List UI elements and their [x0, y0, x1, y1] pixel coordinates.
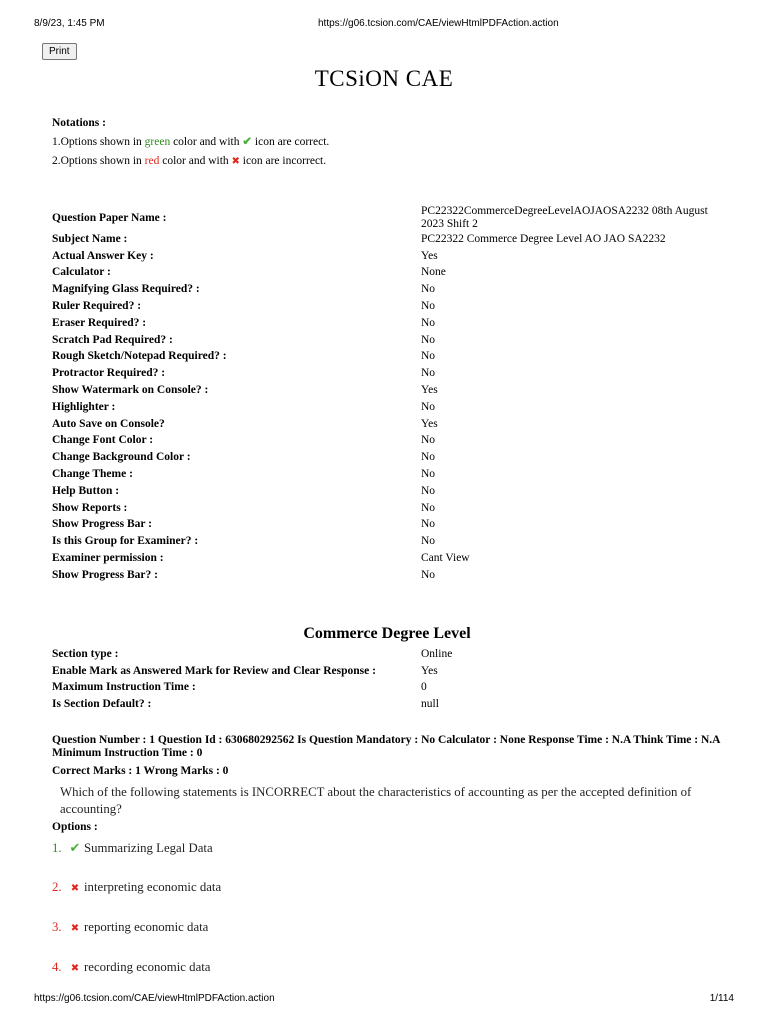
paper-info-table: [52, 205, 726, 584]
option-1: [52, 840, 213, 860]
field-label: Is this Group for Examiner? :: [52, 535, 199, 548]
field-value: PC22322 Commerce Degree Level AO JAO SA2232: [421, 232, 666, 245]
field-value: No: [421, 501, 436, 514]
field-value: Yes: [421, 249, 438, 262]
option-text: Summarizing Legal Data: [84, 841, 213, 855]
paper-info-row: [52, 449, 726, 466]
notations-block: [52, 114, 329, 171]
field-value: No: [421, 333, 436, 346]
print-datetime: 8/9/23, 1:45 PM: [34, 18, 105, 29]
field-value: No: [421, 451, 436, 464]
field-value: No: [421, 400, 436, 413]
field-label: Help Button :: [52, 484, 120, 497]
red-word: red: [144, 155, 160, 167]
paper-info-row: [52, 399, 726, 416]
paper-info-row: [52, 248, 726, 265]
paper-info-row: [52, 416, 726, 433]
option-number: 1.: [52, 841, 62, 855]
field-value: Yes: [421, 417, 438, 430]
paper-info-row: [52, 517, 726, 534]
field-value: Cant View: [421, 552, 470, 565]
page-counter: 1/114: [709, 993, 734, 1004]
options-label: Options :: [52, 821, 98, 833]
section-info-table: [52, 646, 452, 713]
paper-info-row: [52, 265, 726, 282]
field-label: Section type :: [52, 647, 119, 660]
field-value: null: [421, 698, 439, 711]
paper-info-row: [52, 433, 726, 450]
footer-url: https://g06.tcsion.com/CAE/viewHtmlPDFAction.action: [34, 993, 275, 1004]
paper-info-row: [52, 382, 726, 399]
paper-info-row: [52, 315, 726, 332]
field-label: Eraser Required? :: [52, 316, 147, 329]
field-label: Ruler Required? :: [52, 300, 142, 313]
field-label: Show Reports :: [52, 501, 128, 514]
check-icon: ✔: [69, 840, 81, 855]
question-header: Question Number : 1 Question Id : 630680292562 Is Question Mandatory : No Calculator : None Response Time : N.A Think Time : N.A Minimum Instruction Time : 0: [52, 734, 720, 759]
field-value: No: [421, 434, 436, 447]
field-label: Auto Save on Console?: [52, 417, 165, 430]
field-value: No: [421, 283, 436, 296]
field-label: Actual Answer Key :: [52, 249, 154, 262]
cross-icon: ✖: [70, 963, 80, 974]
question-marks: Correct Marks : 1 Wrong Marks : 0: [52, 765, 229, 777]
field-label: Protractor Required? :: [52, 367, 166, 380]
field-label: Change Font Color :: [52, 434, 154, 447]
section-info-row: [52, 680, 452, 697]
field-label: Calculator :: [52, 266, 111, 279]
cross-icon: ✖: [231, 156, 240, 167]
field-value: No: [421, 518, 436, 531]
field-label: Change Theme :: [52, 468, 133, 481]
field-value: 0: [421, 681, 427, 694]
green-word: green: [144, 136, 171, 148]
field-label: Show Progress Bar :: [52, 518, 152, 531]
notations-heading: Notations :: [52, 117, 106, 129]
browser-print-header: [34, 18, 734, 32]
field-value: No: [421, 468, 436, 481]
paper-info-row: [52, 365, 726, 382]
paper-info-row: [52, 567, 726, 584]
notation-text: 1.Options shown in: [52, 136, 142, 148]
paper-info-row: [52, 533, 726, 550]
notation-text: color and with: [173, 136, 240, 148]
option-number: 2.: [52, 880, 62, 894]
field-value: No: [421, 568, 436, 581]
notation-text: color and with: [162, 155, 229, 167]
paper-info-row: [52, 500, 726, 517]
paper-info-row: [52, 349, 726, 366]
notation-correct: [52, 133, 329, 152]
field-value: No: [421, 367, 436, 380]
question-text: Which of the following statements is INCORRECT about the characteristics of accounting as per the accepted definition of accounting?: [60, 785, 692, 816]
field-value: PC22322CommerceDegreeLevelAOJAOSA2232 08th August 2023 Shift 2: [421, 205, 708, 230]
notation-incorrect: [52, 152, 329, 171]
field-label: Enable Mark as Answered Mark for Review and Clear Response :: [52, 664, 376, 677]
section-info-row: [52, 663, 452, 680]
field-label: Show Progress Bar? :: [52, 568, 158, 581]
option-number: 4.: [52, 960, 62, 974]
option-text: recording economic data: [84, 960, 211, 974]
field-label: Change Background Color :: [52, 451, 191, 464]
check-icon: ✔: [242, 136, 253, 148]
section-title: Commerce Degree Level: [303, 625, 471, 642]
field-label: Question Paper Name :: [52, 211, 167, 224]
paper-info-row: [52, 281, 726, 298]
field-value: Online: [421, 647, 453, 660]
paper-info-row: [52, 466, 726, 483]
section-info-row: [52, 646, 452, 663]
paper-info-row: [52, 205, 726, 231]
field-label: Examiner permission :: [52, 552, 164, 565]
field-value: No: [421, 300, 436, 313]
field-label: Rough Sketch/Notepad Required? :: [52, 350, 227, 363]
field-label: Magnifying Glass Required? :: [52, 283, 200, 296]
option-text: reporting economic data: [84, 920, 209, 934]
option-4: [52, 960, 211, 980]
field-label: Scratch Pad Required? :: [52, 333, 173, 346]
notation-text: icon are correct.: [254, 136, 330, 148]
field-label: Maximum Instruction Time :: [52, 681, 196, 694]
print-button[interactable]: Print: [42, 43, 77, 60]
field-value: No: [421, 484, 436, 497]
paper-info-row: [52, 550, 726, 567]
field-value: Yes: [421, 664, 438, 677]
cross-icon: ✖: [70, 883, 80, 894]
option-2: [52, 880, 221, 900]
field-label: Highlighter :: [52, 400, 116, 413]
print-url: https://g06.tcsion.com/CAE/viewHtmlPDFAction.action: [318, 18, 559, 29]
field-label: Subject Name :: [52, 232, 128, 245]
page-title: TCSiON CAE: [314, 66, 454, 91]
field-value: None: [421, 266, 446, 279]
field-value: No: [421, 535, 436, 548]
field-value: No: [421, 316, 436, 329]
notation-text: icon are incorrect.: [242, 155, 327, 167]
field-label: Show Watermark on Console? :: [52, 384, 209, 397]
field-value: No: [421, 350, 436, 363]
field-label: Is Section Default? :: [52, 698, 152, 711]
option-number: 3.: [52, 920, 62, 934]
paper-info-row: [52, 332, 726, 349]
paper-info-row: [52, 298, 726, 315]
browser-print-footer: [34, 993, 734, 1007]
cross-icon: ✖: [70, 923, 80, 934]
notation-text: 2.Options shown in: [52, 155, 142, 167]
paper-info-row: [52, 231, 726, 248]
section-info-row: [52, 696, 452, 713]
option-text: interpreting economic data: [84, 880, 222, 894]
paper-info-row: [52, 483, 726, 500]
field-value: Yes: [421, 384, 438, 397]
option-3: [52, 920, 208, 940]
